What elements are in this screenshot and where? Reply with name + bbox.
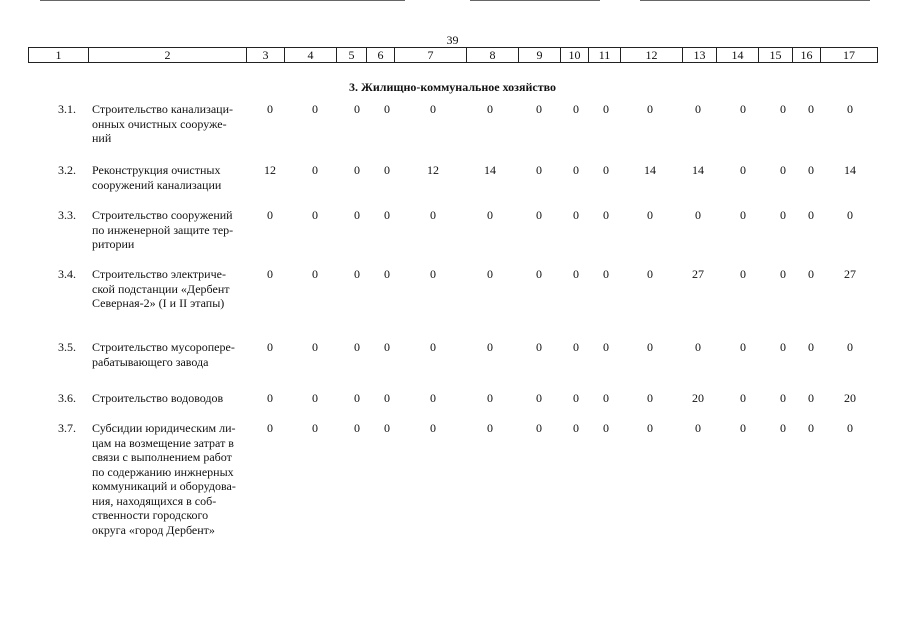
row-value-col-7: 0 xyxy=(430,421,436,435)
row-value-col-11: 0 xyxy=(603,102,609,116)
row-value-col-16: 0 xyxy=(808,391,814,405)
row-value-col-3: 0 xyxy=(267,208,273,222)
row-value-col-4: 0 xyxy=(312,163,318,177)
row-value-col-9: 0 xyxy=(536,340,542,354)
row-value-col-5: 0 xyxy=(354,163,360,177)
row-value-col-5: 0 xyxy=(354,267,360,281)
row-name: Строительство электриче- ской подстанции «Дербент Северная-2» (I и II этапы) xyxy=(92,267,230,310)
row-value-col-3: 0 xyxy=(267,102,273,116)
row-value-col-6: 0 xyxy=(384,421,390,435)
row-value-col-9: 0 xyxy=(536,267,542,281)
row-value-col-9: 0 xyxy=(536,163,542,177)
row-value-col-11: 0 xyxy=(603,208,609,222)
row-value-col-6: 0 xyxy=(384,102,390,116)
row-value-col-12: 0 xyxy=(647,267,653,281)
row-value-col-11: 0 xyxy=(603,421,609,435)
row-value-col-13: 14 xyxy=(692,163,704,177)
row-value-col-10: 0 xyxy=(573,163,579,177)
row-value-col-5: 0 xyxy=(354,102,360,116)
row-name: Строительство канализаци- онных очистных сооруже- ний xyxy=(92,102,233,145)
header-column-14: 14 xyxy=(716,47,758,63)
row-value-col-9: 0 xyxy=(536,421,542,435)
row-value-col-7: 0 xyxy=(430,267,436,281)
row-value-col-6: 0 xyxy=(384,391,390,405)
row-value-col-3: 0 xyxy=(267,267,273,281)
header-column-3: 3 xyxy=(246,47,284,63)
header-column-4: 4 xyxy=(284,47,336,63)
row-value-col-10: 0 xyxy=(573,391,579,405)
row-name: Субсидии юридическим ли- цам на возмещение затрат в связи с выполнением работ по содержанию инжнерных коммуникаций и оборудова- ния, находящихся в соб- ственности городского округа «город Дербент» xyxy=(92,421,236,537)
header-column-7: 7 xyxy=(394,47,466,63)
row-value-col-14: 0 xyxy=(740,391,746,405)
header-column-5: 5 xyxy=(336,47,366,63)
row-value-col-13: 0 xyxy=(695,340,701,354)
row-value-col-15: 0 xyxy=(780,102,786,116)
row-value-col-13: 20 xyxy=(692,391,704,405)
row-number: 3.7. xyxy=(58,421,76,435)
row-value-col-12: 14 xyxy=(644,163,656,177)
row-value-col-10: 0 xyxy=(573,340,579,354)
row-value-col-11: 0 xyxy=(603,340,609,354)
row-value-col-17: 0 xyxy=(847,421,853,435)
row-name: Строительство мусоропере- рабатывающего завода xyxy=(92,340,235,369)
row-value-col-8: 0 xyxy=(487,421,493,435)
row-number: 3.4. xyxy=(58,267,76,281)
page-number: 39 xyxy=(446,33,459,47)
row-value-col-17: 0 xyxy=(847,208,853,222)
row-value-col-14: 0 xyxy=(740,267,746,281)
row-value-col-8: 14 xyxy=(484,163,496,177)
row-value-col-16: 0 xyxy=(808,340,814,354)
row-value-col-9: 0 xyxy=(536,391,542,405)
row-value-col-11: 0 xyxy=(603,267,609,281)
row-value-col-4: 0 xyxy=(312,208,318,222)
header-column-16: 16 xyxy=(792,47,820,63)
header-column-17: 17 xyxy=(820,47,878,63)
row-value-col-17: 20 xyxy=(844,391,856,405)
row-value-col-10: 0 xyxy=(573,208,579,222)
top-border-line xyxy=(640,0,870,1)
row-value-col-5: 0 xyxy=(354,340,360,354)
row-value-col-9: 0 xyxy=(536,208,542,222)
row-value-col-14: 0 xyxy=(740,208,746,222)
row-value-col-12: 0 xyxy=(647,340,653,354)
row-number: 3.6. xyxy=(58,391,76,405)
row-value-col-17: 0 xyxy=(847,102,853,116)
row-value-col-10: 0 xyxy=(573,421,579,435)
row-value-col-7: 0 xyxy=(430,208,436,222)
row-value-col-3: 12 xyxy=(264,163,276,177)
row-number: 3.3. xyxy=(58,208,76,222)
row-value-col-5: 0 xyxy=(354,421,360,435)
row-name: Строительство сооружений по инженерной защите тер- ритории xyxy=(92,208,234,251)
row-value-col-14: 0 xyxy=(740,163,746,177)
row-value-col-7: 0 xyxy=(430,340,436,354)
row-value-col-12: 0 xyxy=(647,102,653,116)
row-value-col-17: 0 xyxy=(847,340,853,354)
row-value-col-16: 0 xyxy=(808,421,814,435)
row-value-col-15: 0 xyxy=(780,421,786,435)
row-value-col-13: 0 xyxy=(695,421,701,435)
row-value-col-11: 0 xyxy=(603,163,609,177)
row-value-col-14: 0 xyxy=(740,102,746,116)
row-value-col-6: 0 xyxy=(384,163,390,177)
row-value-col-17: 27 xyxy=(844,267,856,281)
row-value-col-6: 0 xyxy=(384,208,390,222)
row-value-col-7: 12 xyxy=(427,163,439,177)
row-value-col-10: 0 xyxy=(573,102,579,116)
row-value-col-8: 0 xyxy=(487,391,493,405)
row-value-col-3: 0 xyxy=(267,421,273,435)
row-value-col-17: 14 xyxy=(844,163,856,177)
row-value-col-11: 0 xyxy=(603,391,609,405)
header-column-6: 6 xyxy=(366,47,394,63)
row-value-col-10: 0 xyxy=(573,267,579,281)
row-value-col-9: 0 xyxy=(536,102,542,116)
row-value-col-8: 0 xyxy=(487,208,493,222)
row-value-col-7: 0 xyxy=(430,102,436,116)
row-value-col-4: 0 xyxy=(312,340,318,354)
header-column-8: 8 xyxy=(466,47,518,63)
top-border-line xyxy=(40,0,405,1)
row-value-col-5: 0 xyxy=(354,391,360,405)
row-number: 3.1. xyxy=(58,102,76,116)
row-value-col-8: 0 xyxy=(487,102,493,116)
row-number: 3.5. xyxy=(58,340,76,354)
row-value-col-13: 0 xyxy=(695,102,701,116)
table-header xyxy=(28,47,878,63)
header-column-2: 2 xyxy=(88,47,246,63)
row-value-col-14: 0 xyxy=(740,340,746,354)
header-column-13: 13 xyxy=(682,47,716,63)
top-border-line xyxy=(470,0,600,1)
section-title: 3. Жилищно-коммунальное хозяйство xyxy=(348,80,557,94)
row-value-col-15: 0 xyxy=(780,163,786,177)
row-value-col-16: 0 xyxy=(808,102,814,116)
row-value-col-12: 0 xyxy=(647,208,653,222)
row-value-col-3: 0 xyxy=(267,391,273,405)
header-column-12: 12 xyxy=(620,47,682,63)
row-value-col-12: 0 xyxy=(647,391,653,405)
row-value-col-13: 27 xyxy=(692,267,704,281)
row-value-col-4: 0 xyxy=(312,267,318,281)
row-name: Реконструкция очистных сооружений канализации xyxy=(92,163,222,192)
row-value-col-3: 0 xyxy=(267,340,273,354)
row-value-col-15: 0 xyxy=(780,391,786,405)
row-value-col-4: 0 xyxy=(312,391,318,405)
row-value-col-8: 0 xyxy=(487,340,493,354)
row-value-col-16: 0 xyxy=(808,208,814,222)
row-value-col-15: 0 xyxy=(780,340,786,354)
row-value-col-4: 0 xyxy=(312,102,318,116)
row-value-col-4: 0 xyxy=(312,421,318,435)
header-column-9: 9 xyxy=(518,47,560,63)
row-value-col-6: 0 xyxy=(384,267,390,281)
row-value-col-7: 0 xyxy=(430,391,436,405)
row-value-col-15: 0 xyxy=(780,208,786,222)
header-column-15: 15 xyxy=(758,47,792,63)
row-value-col-14: 0 xyxy=(740,421,746,435)
row-value-col-16: 0 xyxy=(808,267,814,281)
row-value-col-15: 0 xyxy=(780,267,786,281)
header-column-1: 1 xyxy=(28,47,88,63)
row-value-col-16: 0 xyxy=(808,163,814,177)
row-name: Строительство водоводов xyxy=(92,391,224,405)
header-column-11: 11 xyxy=(588,47,620,63)
header-column-10: 10 xyxy=(560,47,588,63)
row-value-col-12: 0 xyxy=(647,421,653,435)
row-value-col-6: 0 xyxy=(384,340,390,354)
row-number: 3.2. xyxy=(58,163,76,177)
row-value-col-5: 0 xyxy=(354,208,360,222)
row-value-col-8: 0 xyxy=(487,267,493,281)
row-value-col-13: 0 xyxy=(695,208,701,222)
